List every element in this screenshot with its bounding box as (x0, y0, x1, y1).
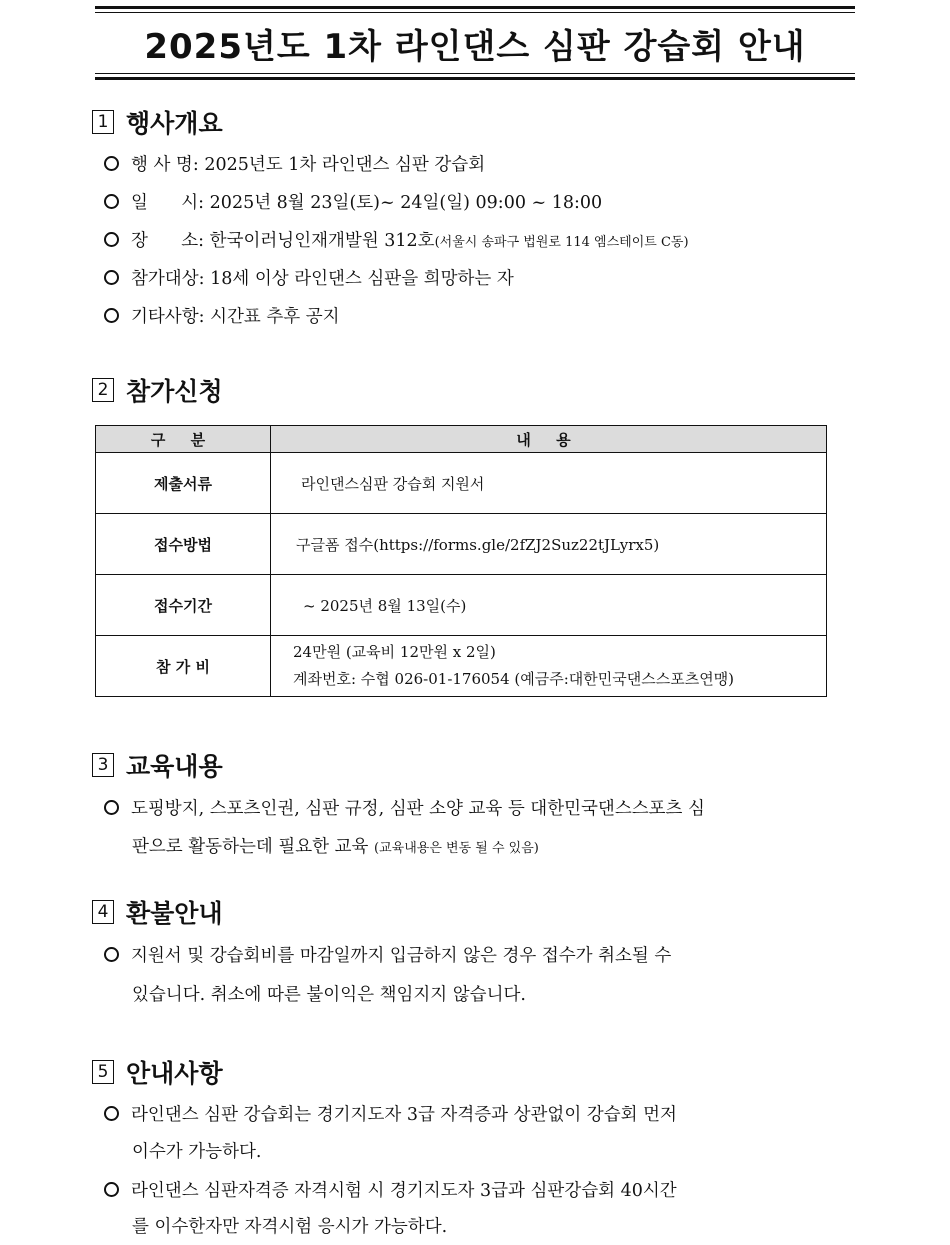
education-content-cont: 판으로 활동하는데 필요한 교육 (교육내용은 변동 될 수 있음) (132, 837, 539, 857)
notice-item-1: 라인댄스 심판 강습회는 경기지도자 3급 자격증과 상관없이 강습회 먼저 (104, 1101, 677, 1126)
section-title: 행사개요 (126, 109, 223, 138)
bank-account: 계좌번호: 수협 026-01-176054 (예금주:대한민국댄스스포츠연맹) (293, 670, 735, 688)
table-row (96, 453, 827, 514)
bullet-icon (104, 308, 119, 323)
section-1-header (92, 107, 223, 137)
education-content: 도핑방지, 스포츠인권, 심판 규정, 심판 소양 교육 등 대한민국댄스스포츠 심 (104, 795, 705, 820)
table-value: 라인댄스심판 강습회 지원서 (271, 453, 827, 514)
table-value (271, 636, 827, 697)
table-header-row (96, 426, 827, 453)
section-title: 교육내용 (126, 752, 223, 781)
table-row (96, 575, 827, 636)
page-title: 2025년도 1차 라인댄스 심판 강습회 안내 (144, 27, 806, 67)
table-row (96, 636, 827, 697)
section-title: 참가신청 (126, 377, 223, 406)
overview-item-target: 참가대상: 18세 이상 라인댄스 심판을 희망하는 자 (104, 265, 514, 290)
section-number: 2 (92, 378, 114, 402)
overview-item-date: 일 시: 2025년 8월 23일(토)~ 24일(일) 09:00 ~ 18:00 (104, 189, 602, 214)
bullet-icon (104, 1182, 119, 1197)
notice-item-2: 라인댄스 심판자격증 자격시험 시 경기지도자 3급과 심판강습회 40시간 (104, 1177, 677, 1202)
bullet-icon (104, 800, 119, 815)
table-header: 구 분 (96, 426, 271, 453)
bullet-icon (104, 270, 119, 285)
section-4-header (92, 897, 223, 927)
table-key: 참 가 비 (96, 636, 271, 697)
overview-item-name: 행 사 명: 2025년도 1차 라인댄스 심판 강습회 (104, 151, 485, 176)
fee-amount: 24만원 (교육비 12만원 x 2일) (293, 643, 496, 661)
table-value: 구글폼 접수(https://forms.gle/2fZJ2Suz22tJLyrx5) (271, 514, 827, 575)
section-number: 5 (92, 1060, 114, 1084)
title-banner (95, 6, 855, 80)
table-header: 내 용 (271, 426, 827, 453)
section-title: 안내사항 (126, 1059, 223, 1088)
bullet-icon (104, 156, 119, 171)
bullet-icon (104, 947, 119, 962)
refund-content-cont: 있습니다. 취소에 따른 불이익은 책임지지 않습니다. (132, 985, 526, 1005)
section-number: 4 (92, 900, 114, 924)
table-key: 접수방법 (96, 514, 271, 575)
section-2-header (92, 375, 223, 405)
section-3-header (92, 750, 223, 780)
section-5-header (92, 1057, 223, 1087)
notice-item-2-cont: 를 이수한자만 자격시험 응시가 가능하다. (132, 1217, 448, 1237)
table-key: 접수기간 (96, 575, 271, 636)
section-number: 3 (92, 753, 114, 777)
notice-item-1-cont: 이수가 가능하다. (132, 1142, 262, 1162)
table-row (96, 514, 827, 575)
table-value: ~ 2025년 8월 13일(수) (271, 575, 827, 636)
bullet-icon (104, 232, 119, 247)
section-title: 환불안내 (126, 899, 223, 928)
bullet-icon (104, 1106, 119, 1121)
overview-item-place: 장 소: 한국이러닝인재개발원 312호(서울시 송파구 법원로 114 엠스테이트 C동) (104, 227, 689, 252)
section-number: 1 (92, 110, 114, 134)
application-table (95, 425, 827, 697)
refund-content: 지원서 및 강습회비를 마감일까지 입금하지 않은 경우 접수가 취소될 수 (104, 942, 671, 967)
table-key: 제출서류 (96, 453, 271, 514)
education-note: (교육내용은 변동 될 수 있음) (374, 841, 539, 856)
overview-item-etc: 기타사항: 시간표 추후 공지 (104, 303, 340, 328)
bullet-icon (104, 194, 119, 209)
